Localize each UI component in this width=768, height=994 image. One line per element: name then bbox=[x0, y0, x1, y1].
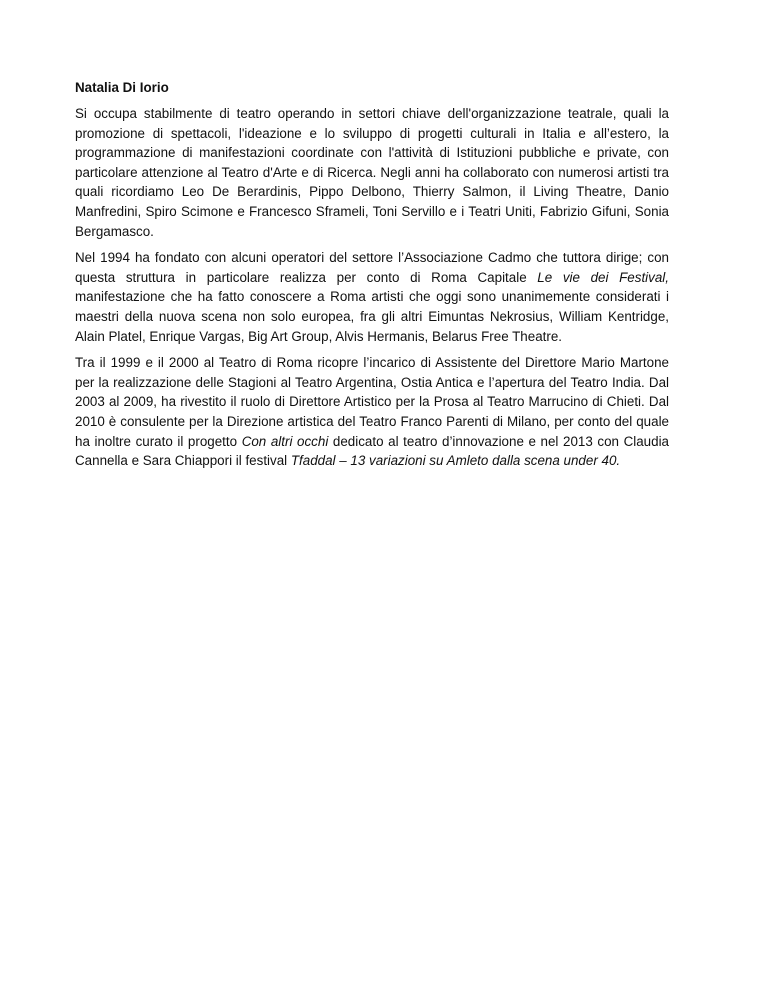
paragraph-1-text: Si occupa stabilmente di teatro operando in settori chiave dell'organizzazione teatrale, quali la promozione di spettacoli, l'ideazione e lo sviluppo di progetti culturali in Italia e all’estero, la programmazione di manifestazioni coordinate con l'attività di Istituzioni pubbliche e private, con particolare attenzione al Teatro d'Arte e di Ricerca. Negli anni ha collaborato con numerosi artisti tra quali ricordiamo Leo De Berardinis, Pippo Delbono, Thierry Salmon, il Living Theatre, Danio Manfredini, Spiro Scimone e Francesco Sframeli, Toni Servillo e i Teatri Uniti, Fabrizio Gifuni, Sonia Bergamasco. bbox=[75, 106, 669, 239]
paragraph-2 bbox=[75, 248, 669, 346]
paragraph-2-text-b: manifestazione che ha fatto conoscere a Roma artisti che oggi sono unanimemente considerati i maestri della nuova scena non solo europea, fra gli altri Eimuntas Nekrosius, William Kentridge, Alain Platel, Enrique Vargas, Big Art Group, Alvis Hermanis, Belarus Free Theatre. bbox=[75, 289, 669, 344]
paragraph-1 bbox=[75, 104, 669, 241]
paragraph-3 bbox=[75, 353, 669, 471]
project-title-italic: Con altri occhi bbox=[241, 433, 329, 449]
paragraph-2-text-a: Nel 1994 ha fondato con alcuni operatori del settore l’Associazione Cadmo che tuttora dirige; con questa struttura in particolare realizza per conto di Roma Capitale bbox=[75, 250, 669, 285]
paragraph-3-text-b: dedicato al teatro d’innovazione e nel 2013 con Claudia Cannella e Sara Chiappori il festival bbox=[75, 433, 669, 469]
document-title: Natalia Di Iorio bbox=[75, 80, 169, 95]
document-page bbox=[75, 78, 669, 478]
festival-tfaddal-italic: Tfaddal – 13 variazioni su Amleto dalla scena under 40. bbox=[290, 453, 621, 469]
festival-title-italic: Le vie dei Festival, bbox=[537, 269, 669, 285]
paragraph-3-text-a: Tra il 1999 e il 2000 al Teatro di Roma ricopre l’incarico di Assistente del Direttore Mario Martone per la realizzazione delle Stagioni al Teatro Argentina, Ostia Antica e l’apertura del Teatro India. Dal 2003 al 2009, ha rivestito il ruolo di Direttore Artistico per la Prosa al Teatro Marrucino di Chieti. Dal 2010 è consulente per la Direzione artistica del Teatro Franco Parenti di Milano, per conto del quale ha inoltre curato il progetto bbox=[75, 355, 669, 449]
